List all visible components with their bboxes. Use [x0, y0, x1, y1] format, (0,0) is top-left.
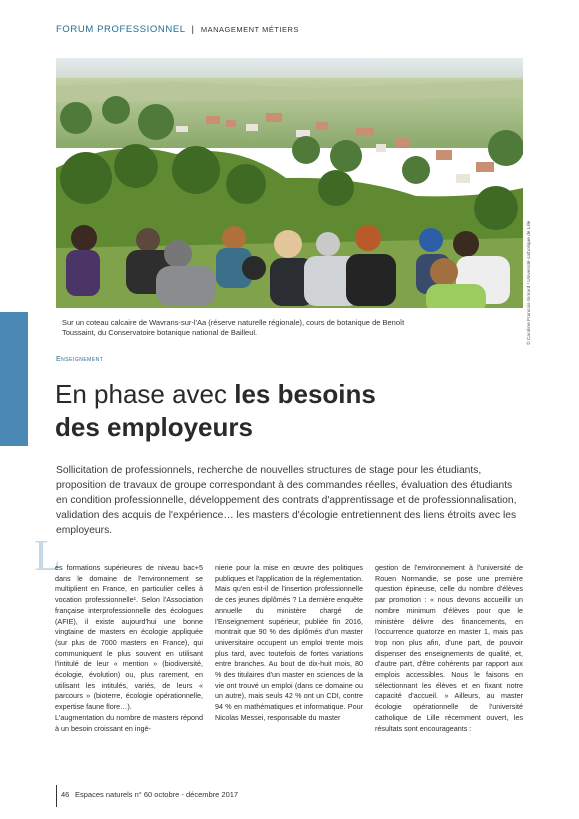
body-paragraph: gestion de l'environnement à l'université de Rouen Normandie, se pose une première question épineuse, celle du nombre d'élèves par promotion : « nous devons accueillir un nombre minimum d'élèves pour que le ministère délivre des financements, en l'occurrence quatorze en master 1, mais pas trop non plus afin, d'une part, de pouvoir dispenser des enseignements de qualité, et, d'autre part, d'être cohérents par rapport aux emplois accessibles. Nous le faisons en sélectionnant les élèves et en fixant notre capacité d'accueil. » Ailleurs, au master écologie opérationnelle de l'université catholique de Lille récemment ouvert, les résultats sont encourageants :: [375, 563, 523, 733]
header-section: FORUM PROFESSIONNEL: [56, 24, 186, 35]
body-paragraph: nierie pour la mise en œuvre des politiques publiques et l'application de la réglementation. Mais qu'en est-il de l'insertion professionnelle de ces jeunes diplômés ? La dernière enquête annuelle du ministère chargé de l'Enseignement supérieur, publiée fin 2016, montrait que 90 % des diplômés d'un master universitaire occupent un emploi trente mois plus tard, avec toutefois de fortes variations entre branches. Au bout de dix-huit mois, 80 % des titulaires d'un master en sciences de la vie ont trouvé un emploi (dans ce domaine ou un autre), mais seuls 42 % ont un CDI, contre 94 % en mathématiques et informatique. Pour Nicolas Messei, responsable du master: [215, 563, 363, 722]
title-part-bold-2: des employeurs: [55, 412, 253, 442]
photo-caption: Sur un coteau calcaire de Wavrans-sur-l'Aa (réserve naturelle régionale), cours de botanique de Benoît Toussaint, du Conservatoire botanique national de Bailleul.: [62, 318, 405, 337]
page-header: [56, 24, 299, 35]
body-column-1: [55, 563, 203, 734]
body-column-2: [215, 563, 363, 724]
drop-cap: L: [34, 531, 61, 580]
article-lead: Sollicitation de professionnels, recherche de nouvelles structures de stage pour les étudiants, proposition de travaux de groupe correspondant à des commandes réelles, évaluation des étudiants en condition professionnelle, développement des contrats d'apprentissage et de professionnalisation, validation des acquis de l'expérience… les masters d'écologie entretiennent des liens étroits avec les employeurs.: [56, 465, 517, 536]
title-part-light: En phase avec: [55, 379, 235, 409]
body-paragraph: es formations supérieures de niveau bac+5 dans le domaine de l'environnement se multiplient en France, en particulier celles à vocation professionnelle¹. Selon l'Association française interprofessionnelle des écologues (AFIE), il existe aujourd'hui une bonne vingtaine de masters en écologie appliquée (sur plus de 7000 masters en France), qui communiquent le plus souvent en utilisant l'intitulé de leur « mention » (biodiversité, écologie, évolution) ou, plus rarement, en utilisant les intitulés, variés, de leurs « parcours » (bioterre, écologie opérationnelle, expertise faune flore…).: [55, 563, 203, 712]
article-title: [55, 378, 525, 444]
body-column-3: [375, 563, 523, 734]
photo-credit: [527, 220, 537, 355]
photo-credit-text: © Caroline Francois-Simard / Université catholique de Lille: [527, 220, 532, 345]
section-label: Enseignement: [56, 356, 104, 363]
body-paragraph: L'augmentation du nombre de masters répond à un besoin croissant en ingé-: [55, 712, 203, 733]
article-photo: [56, 58, 523, 308]
magazine-issue: Espaces naturels n° 60 octobre - décembre 2017: [75, 790, 239, 799]
title-part-bold-1: les besoins: [234, 379, 376, 409]
side-color-tab: [0, 312, 28, 446]
page-footer: [56, 785, 239, 807]
header-separator: |: [191, 24, 195, 35]
page-number: 46: [61, 790, 70, 799]
header-subsection: MANAGEMENT MÉTIERS: [200, 25, 299, 34]
